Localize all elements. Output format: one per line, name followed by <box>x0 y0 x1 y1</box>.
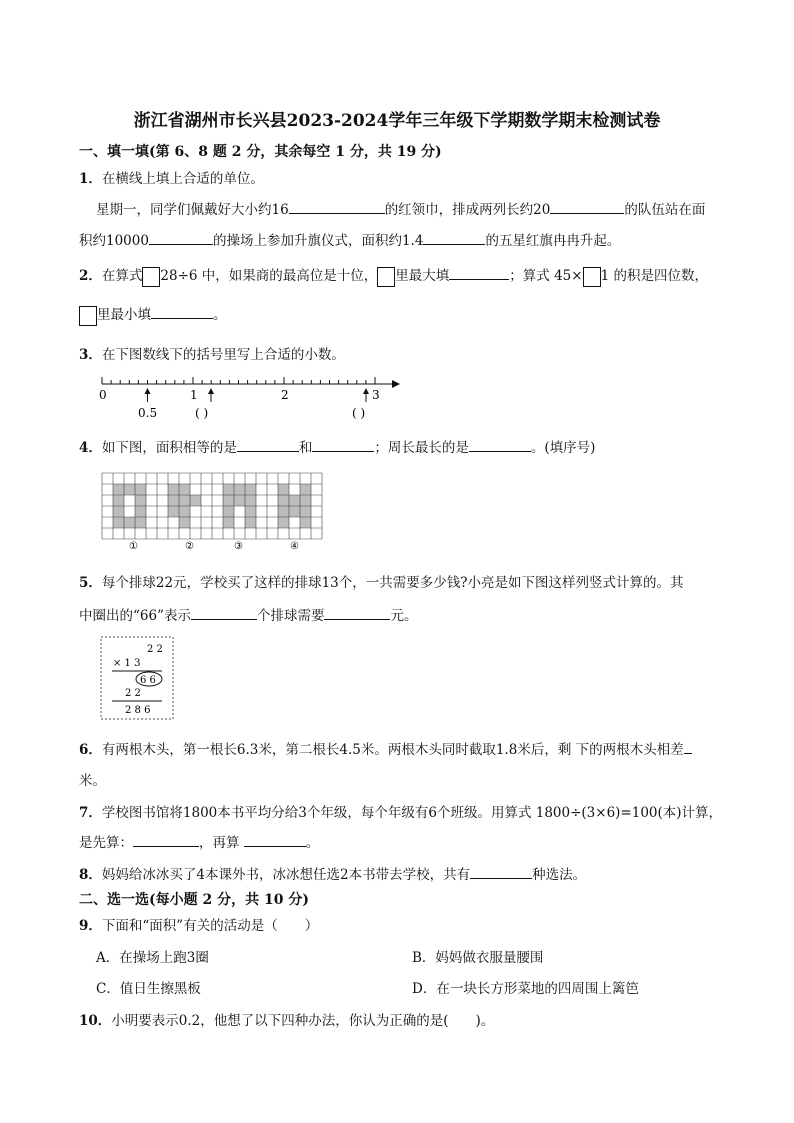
q1-blank-3[interactable] <box>149 230 213 245</box>
q4-blank-3[interactable] <box>469 437 531 452</box>
q2-box-3[interactable] <box>583 267 601 287</box>
shaded-cell <box>168 506 179 517</box>
grid-lines <box>102 473 322 539</box>
q4-line: 4．如下图，面积相等的是 和 ；周长最长的是 。(填序号) <box>79 436 595 456</box>
q7-line2: 是先算： ，再算 。 <box>79 831 319 851</box>
calc-row-2: × 1 3 <box>113 658 141 669</box>
section-1-heading: 一、填一填(第 6、8 题 2 分，其余每空 1 分，共 19 分) <box>79 144 442 160</box>
shaded-cell <box>113 506 124 517</box>
q4-blank-2[interactable] <box>312 437 374 452</box>
shaded-cell <box>113 495 124 506</box>
shaded-cell <box>278 495 289 506</box>
shaded-cell <box>135 506 146 517</box>
shape-label-1: ① <box>129 541 138 552</box>
shaded-cell <box>135 517 146 528</box>
q10-prompt: 10．小明要表示0.2，他想了以下四种办法，你认为正确的是( )。 <box>79 1013 495 1029</box>
number-line-arrowhead <box>392 380 400 388</box>
shaded-cell <box>278 506 289 517</box>
q2-box-1[interactable] <box>142 267 160 287</box>
q1-blank-2[interactable] <box>550 199 624 214</box>
q7-blank-2[interactable] <box>244 832 306 847</box>
calc-row-4: 2 2 <box>125 688 141 699</box>
q8-blank[interactable] <box>470 864 532 879</box>
shaded-cell <box>245 495 256 506</box>
q5-blank-1[interactable] <box>191 605 257 620</box>
shape-label-2: ② <box>185 541 194 552</box>
q2-blank-1[interactable] <box>449 265 509 280</box>
q1-line2: 积约10000 的操场上参加升旗仪式，面积约1.4 的五星红旗冉冉升起。 <box>79 229 620 249</box>
q5-line2: 中圈出的“66”表示 个排球需要 元。 <box>79 604 417 624</box>
number-line-ticks <box>102 377 375 384</box>
q9-option-a[interactable]: A．在操场上跑3圈 <box>96 950 209 966</box>
shaded-cell <box>168 495 179 506</box>
shaded-cell <box>168 484 179 495</box>
q1-blank-1[interactable] <box>289 199 385 214</box>
q2-blank-2[interactable] <box>151 304 213 319</box>
nl-label-2: 2 <box>281 388 289 402</box>
page-title: 浙江省湖州市长兴县2023-2024学年三年级下学期数学期末检测试卷 <box>133 111 661 131</box>
q6-blank[interactable] <box>684 739 692 754</box>
q5-blank-2[interactable] <box>324 605 390 620</box>
q6-line1: 6．有两根木头，第一根长6.3米，第二根长4.5米。两根木头同时截取1.8米后，剩 下的两根木头相差 <box>79 738 692 758</box>
q9-option-c[interactable]: C．值日生擦黑板 <box>96 981 201 997</box>
shaded-cell <box>179 517 190 528</box>
svg-text:0.5: 0.5 <box>138 406 158 420</box>
shaded-cell <box>223 495 234 506</box>
vertical-calculation <box>100 636 174 720</box>
nl-label-3: 3 <box>372 388 380 402</box>
shaded-cell <box>124 484 135 495</box>
q3-prompt: 3．在下图数线下的括号里写上合适的小数。 <box>79 347 345 363</box>
q2-line2: 里最小填 。 <box>79 303 227 326</box>
shaded-cell <box>300 484 311 495</box>
shape-label-4: ④ <box>290 541 299 552</box>
shaded-cell <box>135 484 146 495</box>
shaded-cell <box>289 506 300 517</box>
q2-line1: 2．在算式 28÷6 中，如果商的最高位是十位， 里最大填 ；算式 45× 1 的积是四位数， <box>79 264 708 287</box>
shaded-cell <box>190 495 201 506</box>
shaded-cell <box>113 484 124 495</box>
number-line <box>92 370 412 422</box>
svg-text:( )[interactable]: ( ) <box>352 406 366 420</box>
q8-line: 8．妈妈给冰冰买了4本课外书，冰冰想任选2本书带去学校，共有 种选法。 <box>79 863 586 883</box>
shaded-cell <box>135 495 146 506</box>
arrow-0-5 <box>138 388 157 420</box>
q7-line1: 7．学校图书馆将1800本书平均分给3个年级，每个年级有6个班级。用算式 1800÷(3×6)=100(本)计算， <box>79 805 723 821</box>
shaded-cell <box>300 517 311 528</box>
shaded-cell <box>234 495 245 506</box>
section-2-heading: 二、选一选(每小题 2 分，共 10 分) <box>79 892 309 908</box>
nl-label-0: 0 <box>99 388 107 402</box>
shaded-cell <box>223 506 234 517</box>
q9-option-d[interactable]: D．在一块长方形菜地的四周围上篱笆 <box>412 981 639 997</box>
q1-blank-4[interactable] <box>423 230 485 245</box>
shaded-cell <box>245 517 256 528</box>
nl-label-1: 1 <box>190 388 198 402</box>
shaded-cell <box>289 495 300 506</box>
arrow-blank-1 <box>195 388 214 420</box>
shaded-cell <box>245 484 256 495</box>
shape-label-3: ③ <box>234 541 243 552</box>
shaded-cell <box>300 506 311 517</box>
shaded-cell <box>124 517 135 528</box>
shaded-cell <box>223 517 234 528</box>
q4-blank-1[interactable] <box>237 437 299 452</box>
q1-prompt: 1．在横线上填上合适的单位。 <box>79 171 264 187</box>
q7-blank-1[interactable] <box>133 832 199 847</box>
shaded-cell <box>300 495 311 506</box>
arrow-blank-2 <box>352 388 369 420</box>
q2-box-2[interactable] <box>377 267 395 287</box>
q1-line1: 星期一，同学们佩戴好大小约16 的红领巾，排成两列长约20 的队伍站在面 <box>96 198 705 218</box>
shaded-cell <box>234 484 245 495</box>
calc-row-1: 2 2 <box>147 644 163 655</box>
calc-row-3: 6 6 <box>140 675 156 686</box>
svg-text:( )[interactable]: ( ) <box>195 406 209 420</box>
shaded-cell <box>179 484 190 495</box>
shaded-cell <box>223 484 234 495</box>
q9-option-b[interactable]: B．妈妈做衣服量腰围 <box>412 950 544 966</box>
shaded-cell <box>113 517 124 528</box>
shaded-cell <box>179 495 190 506</box>
shaded-cell <box>245 506 256 517</box>
q2-box-4[interactable] <box>79 306 97 326</box>
q5-line1: 5．每个排球22元，学校买了这样的排球13个，一共需要多少钱?小亮是如下图这样列竖式计算的。其 <box>79 575 684 591</box>
q9-prompt: 9．下面和“面积”有关的活动是（ ） <box>79 918 319 934</box>
shaded-cell <box>278 484 289 495</box>
q6-line2: 米。 <box>79 773 106 789</box>
shape-grid <box>101 472 331 552</box>
shaded-cell <box>278 517 289 528</box>
shaded-cell <box>179 506 190 517</box>
calc-row-5: 2 8 6 <box>125 705 151 716</box>
